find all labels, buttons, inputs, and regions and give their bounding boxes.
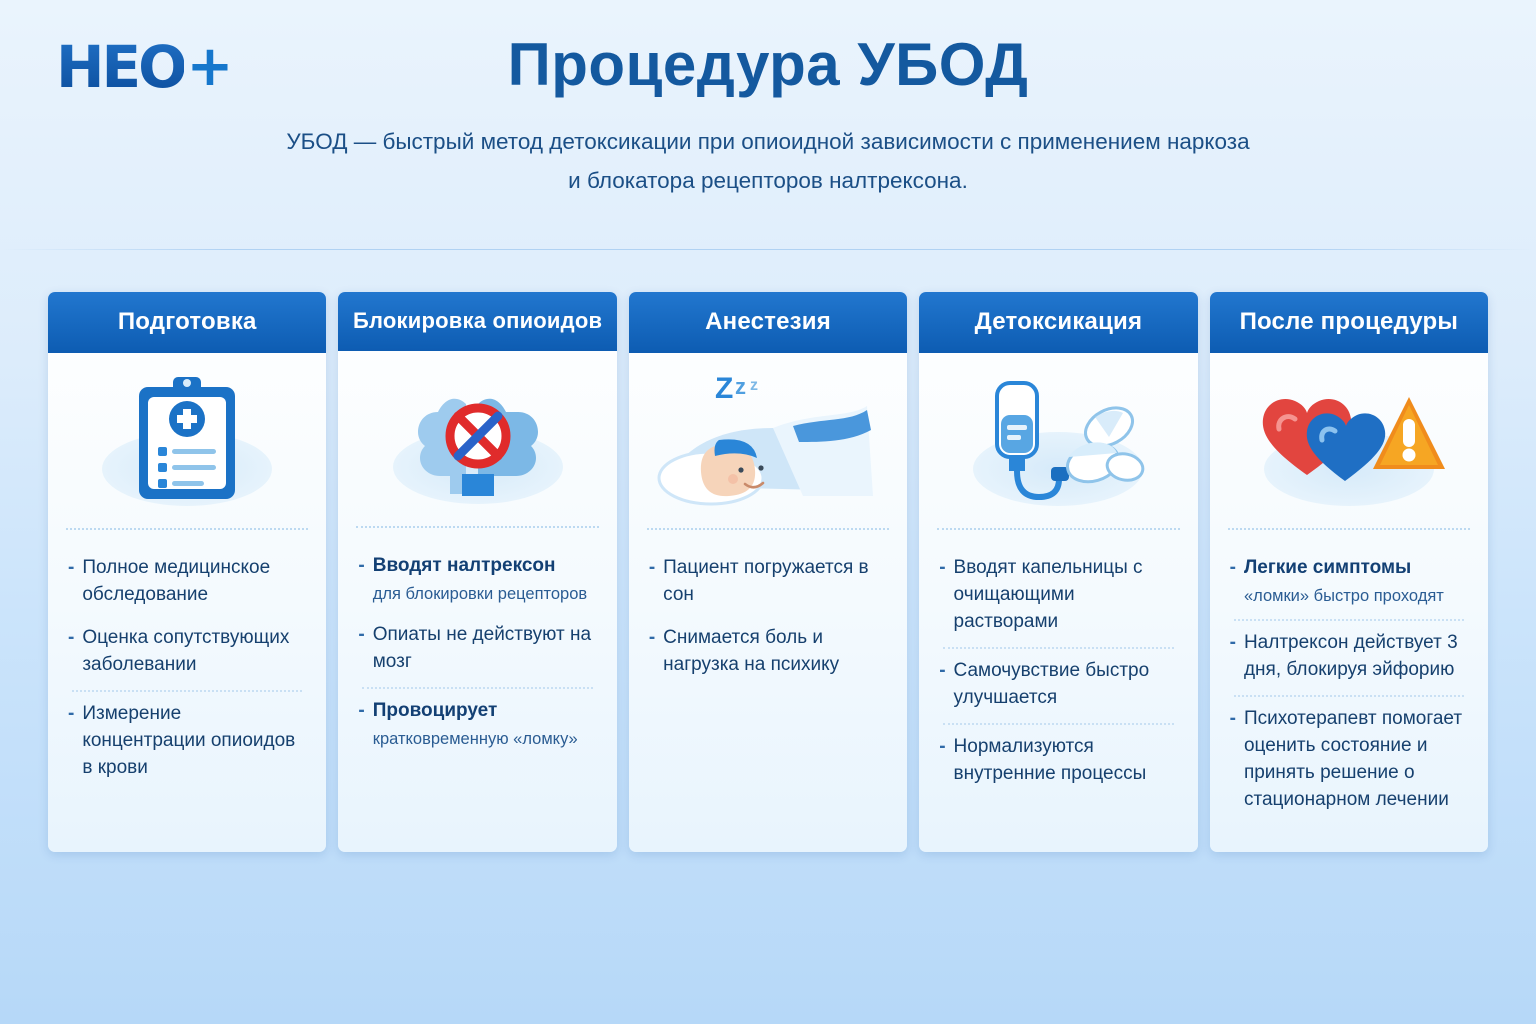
stage-illustration-preparation xyxy=(48,353,326,528)
list-item xyxy=(939,548,1177,645)
list-item-subtext: «ломки» быстро проходят xyxy=(1243,586,1444,605)
bullet-dash: - xyxy=(648,626,656,648)
list-item-text: Вводят капельницы с очищающими растворами xyxy=(953,557,1143,632)
list-item xyxy=(358,691,596,760)
bullet-dash: - xyxy=(648,557,656,578)
stage-items-after-procedure xyxy=(1210,530,1488,852)
list-item-text xyxy=(1244,555,1468,608)
stage-items-opioid-blocking xyxy=(338,528,616,852)
list-item-text: Пациент погружается в сон xyxy=(663,557,869,605)
bullet-dash: - xyxy=(939,557,946,578)
list-item xyxy=(649,618,887,688)
item-separator xyxy=(72,690,302,692)
stage-title-after-procedure: После процедуры xyxy=(1210,292,1488,353)
list-item-text: Измерение концентрации опиоидов в крови xyxy=(82,702,296,778)
list-item-text: Налтрексон действует 3 дня, блокируя эйфорию xyxy=(1243,632,1458,681)
list-item xyxy=(68,618,306,688)
page-title: Процедура УБОД xyxy=(507,31,1029,98)
item-separator xyxy=(1234,695,1464,697)
stage-illustration-anesthesia xyxy=(629,353,907,528)
stage-items-preparation xyxy=(48,530,326,852)
list-item-text: Полное медицинское обследование xyxy=(82,557,271,605)
bullet-dash: - xyxy=(939,735,946,757)
bullet-dash: - xyxy=(1229,632,1236,654)
list-item xyxy=(358,546,596,615)
list-item xyxy=(358,615,596,685)
list-item xyxy=(939,727,1177,797)
stage-card-after-procedure xyxy=(1210,292,1488,852)
stage-card-detoxification xyxy=(919,292,1197,852)
list-item xyxy=(68,548,306,618)
list-item xyxy=(1230,623,1468,693)
stages-container xyxy=(48,292,1488,852)
list-item-text: Самочувствие быстро улучшается xyxy=(953,659,1150,708)
bullet-dash: - xyxy=(358,700,365,722)
stage-illustration-detoxification xyxy=(919,353,1197,528)
list-item-subtext: для блокировки рецепторов xyxy=(372,584,588,603)
list-item-text: Психотерапевт помогает оценить состояние и принять решение о стационарном лечении xyxy=(1243,708,1463,811)
list-item xyxy=(939,651,1177,721)
stage-title-opioid-blocking: Блокировка опиоидов xyxy=(338,292,616,351)
list-item xyxy=(68,694,306,791)
item-separator xyxy=(1234,619,1464,621)
list-item-text: Опиаты не действуют на мозг xyxy=(372,624,592,673)
bullet-dash: - xyxy=(1229,708,1236,730)
stage-illustration-after-procedure xyxy=(1210,353,1488,528)
list-item-text xyxy=(373,698,597,751)
item-separator xyxy=(943,647,1173,649)
svg-text:z: z xyxy=(735,373,747,399)
clipboard-medical-icon xyxy=(127,373,247,508)
bullet-dash: - xyxy=(358,624,365,646)
stage-title-anesthesia: Анестезия xyxy=(629,292,907,353)
bullet-dash: - xyxy=(68,557,75,578)
stage-title-detoxification: Детоксикация xyxy=(919,292,1197,353)
item-separator xyxy=(362,687,592,689)
list-item-strong: Провоцирует xyxy=(372,700,498,722)
list-item-strong: Вводят налтрексон xyxy=(372,555,556,576)
stage-card-preparation xyxy=(48,292,326,852)
stage-title-preparation: Подготовка xyxy=(48,292,326,353)
list-item xyxy=(1230,548,1468,617)
list-item xyxy=(649,548,887,618)
iv-drip-pills-icon xyxy=(963,371,1153,511)
stage-items-detoxification xyxy=(919,530,1197,852)
stage-card-anesthesia xyxy=(629,292,907,852)
list-item-text: Оценка сопутствующих заболевании xyxy=(82,626,290,675)
svg-text:z: z xyxy=(750,376,759,394)
page-subtitle xyxy=(178,123,1358,200)
stage-card-opioid-blocking xyxy=(338,292,616,852)
bullet-dash: - xyxy=(358,555,365,576)
list-item-text xyxy=(373,553,597,606)
bullet-dash: - xyxy=(68,702,75,724)
bullet-dash: - xyxy=(939,659,946,681)
page-header xyxy=(0,0,1536,250)
bullet-dash: - xyxy=(1229,557,1236,578)
bullet-dash: - xyxy=(68,626,75,648)
list-item-text: Нормализуются внутренние процессы xyxy=(953,735,1147,784)
brand-logo-plus: + xyxy=(186,34,232,99)
stage-items-anesthesia xyxy=(629,530,907,852)
stage-illustration-opioid-blocking xyxy=(338,351,616,526)
list-item-subtext: кратковременную «ломку» xyxy=(372,730,578,749)
sleeping-patient-icon xyxy=(653,366,883,516)
list-item xyxy=(1230,699,1468,823)
header-divider xyxy=(0,249,1536,250)
brand-logo-text: HEO xyxy=(56,33,185,101)
list-item-text: Снимается боль и нагрузка на психику xyxy=(663,626,840,675)
svg-text:Z: Z xyxy=(715,371,734,405)
brand-logo xyxy=(56,33,232,101)
page-subtitle-line-2: и блокатора рецепторов налтрексона. xyxy=(568,167,968,193)
list-item-strong: Легкие симптомы xyxy=(1243,557,1412,578)
heart-warning-icon xyxy=(1249,381,1449,501)
brain-blocked-icon xyxy=(398,374,558,504)
item-separator xyxy=(943,723,1173,725)
page-subtitle-line-1: УБОД — быстрый метод детоксикации при опиоидной зависимости с применением наркоза xyxy=(286,129,1250,154)
